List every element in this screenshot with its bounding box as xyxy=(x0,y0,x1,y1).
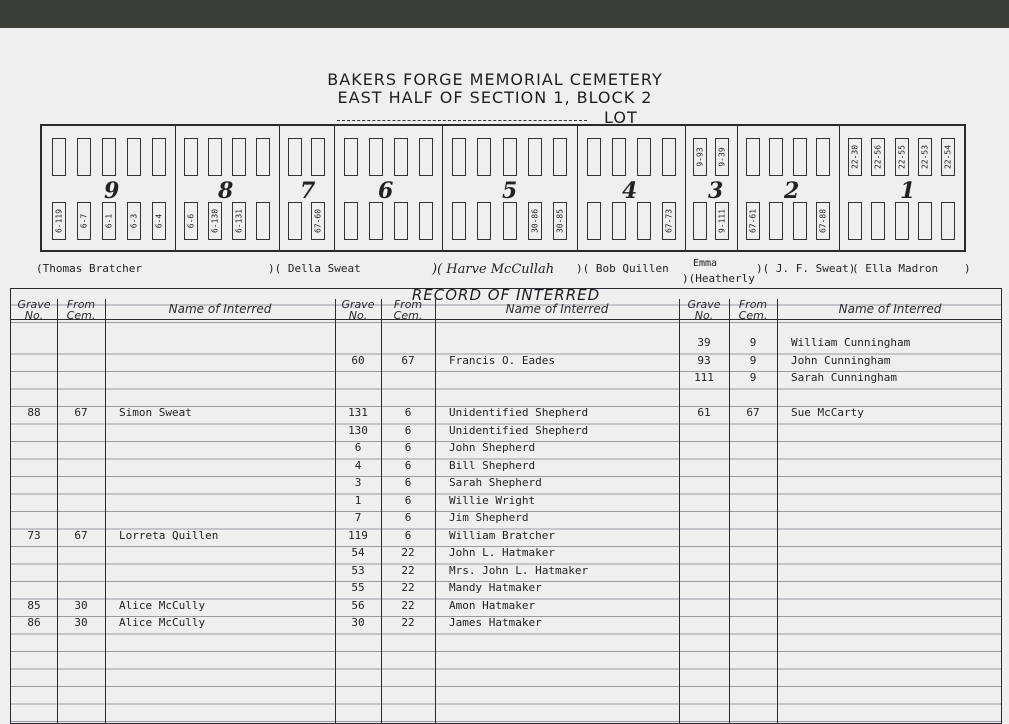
grave-label: 22-55 xyxy=(897,144,906,170)
grave-label: 30-86 xyxy=(530,208,540,234)
lot-owner: )(Heatherly xyxy=(682,272,755,285)
grave-number: 88 xyxy=(27,406,41,419)
lot-owner: ) xyxy=(964,262,971,275)
grave-plot xyxy=(477,202,491,240)
grave-plot xyxy=(503,138,517,176)
name-header: Name of Interred xyxy=(505,302,609,316)
grave-plot xyxy=(637,138,651,176)
lot-number: 1 xyxy=(900,178,916,204)
interred-name: William Bratcher xyxy=(449,528,555,542)
grave-label: 9-111 xyxy=(717,208,727,234)
grave-plot xyxy=(587,202,601,240)
grave-number: 130 xyxy=(348,423,368,437)
from-cem-header: From Cem. xyxy=(66,298,96,322)
interred-name: Unidentified Shepherd xyxy=(449,406,589,419)
from-cemetery: 6 xyxy=(404,493,412,507)
grave-plot xyxy=(77,202,91,240)
cemetery-title: BAKERS FORGE MEMORIAL CEMETERY xyxy=(327,70,663,89)
grave-no-header: Grave No. xyxy=(341,298,375,322)
interred-name: Jim Shepherd xyxy=(449,511,529,524)
lot-divider xyxy=(577,126,578,250)
grave-plot xyxy=(637,202,651,240)
name-header: Name of Interred xyxy=(168,302,272,316)
grave-plot xyxy=(941,138,955,176)
lot-divider xyxy=(279,126,280,250)
grave-plot xyxy=(612,138,626,176)
column-divider xyxy=(435,299,436,723)
lot-number: 9 xyxy=(104,178,120,204)
grave-plot xyxy=(871,138,885,176)
grave-plot xyxy=(394,138,408,176)
grave-number: 60 xyxy=(351,353,365,367)
grave-plot xyxy=(184,202,198,240)
grave-plot xyxy=(871,202,885,240)
from-cemetery: 6 xyxy=(404,406,412,419)
interred-name: Sarah Shepherd xyxy=(449,476,542,489)
grave-plot xyxy=(503,202,517,240)
from-cem-header: From Cem. xyxy=(393,298,423,322)
grave-number: 7 xyxy=(354,511,362,524)
from-cemetery: 67 xyxy=(401,353,415,367)
lot-divider xyxy=(839,126,840,250)
grave-label: 22-56 xyxy=(873,144,883,170)
grave-plot xyxy=(816,202,830,240)
grave-plot xyxy=(52,138,66,176)
name-header: Name of Interred xyxy=(838,302,942,316)
grave-plot xyxy=(184,138,198,176)
interred-name: Alice McCully xyxy=(119,616,206,629)
section-block-line: EAST HALF OF SECTION 1, BLOCK 2 xyxy=(337,88,653,107)
lot-map xyxy=(40,124,966,252)
grave-plot xyxy=(102,138,116,176)
grave-plot xyxy=(127,202,141,240)
from-cemetery: 22 xyxy=(401,598,415,612)
grave-label: 22-54 xyxy=(943,144,953,170)
grave-plot xyxy=(918,138,932,176)
interred-name: John Cunningham xyxy=(791,353,891,367)
grave-plot xyxy=(848,138,862,176)
lot-number: 6 xyxy=(378,178,394,204)
interred-name: Amon Hatmaker xyxy=(449,598,536,612)
from-cemetery: 22 xyxy=(401,563,415,577)
lot-divider xyxy=(175,126,176,250)
lot-owner: ( Ella Madron xyxy=(852,262,939,275)
from-cemetery: 6 xyxy=(404,423,412,437)
grave-plot xyxy=(77,138,91,176)
interred-name: Sue McCarty xyxy=(791,406,864,419)
from-cemetery: 6 xyxy=(404,441,412,454)
grave-number: 111 xyxy=(694,371,714,384)
from-cemetery: 67 xyxy=(74,528,88,542)
grave-number: 56 xyxy=(351,598,365,612)
interred-name: Bill Shepherd xyxy=(449,458,536,472)
grave-label: 9-39 xyxy=(717,147,727,167)
grave-plot xyxy=(208,138,222,176)
from-cemetery: 22 xyxy=(401,616,415,629)
grave-plot xyxy=(746,202,760,240)
grave-number: 85 xyxy=(27,598,41,612)
grave-plot xyxy=(693,202,707,240)
interred-name: Unidentified Shepherd xyxy=(449,423,589,437)
lot-owner: )( Bob Quillen xyxy=(576,262,669,275)
lot-number: 4 xyxy=(622,178,638,204)
lot-owner: (Thomas Bratcher xyxy=(36,262,142,275)
grave-label: 6-3 xyxy=(129,213,138,229)
grave-plot xyxy=(52,202,66,240)
interred-name: William Cunningham xyxy=(791,336,911,349)
grave-label: 6-7 xyxy=(79,213,88,229)
grave-plot xyxy=(232,138,246,176)
grave-plot xyxy=(793,138,807,176)
lot-owner: )( Della Sweat xyxy=(268,262,361,275)
from-cemetery: 22 xyxy=(401,581,415,594)
from-cem-header: From Cem. xyxy=(738,298,768,322)
interred-name: Mrs. John L. Hatmaker xyxy=(449,563,589,577)
grave-plot xyxy=(895,202,909,240)
grave-label: 30-85 xyxy=(555,208,565,234)
interred-name: Willie Wright xyxy=(449,493,536,507)
grave-plot xyxy=(452,202,466,240)
grave-plot xyxy=(769,138,783,176)
grave-plot xyxy=(344,202,358,240)
grave-plot xyxy=(848,202,862,240)
grave-number: 30 xyxy=(351,616,365,629)
lot-divider xyxy=(737,126,738,250)
from-cemetery: 30 xyxy=(74,616,88,629)
grave-plot xyxy=(152,202,166,240)
interred-name: Lorreta Quillen xyxy=(119,528,219,542)
grave-no-header: Grave No. xyxy=(17,298,51,322)
grave-plot xyxy=(311,202,325,240)
lot-divider xyxy=(685,126,686,250)
grave-label: 6-6 xyxy=(186,213,196,229)
lot-divider xyxy=(334,126,335,250)
from-cemetery: 30 xyxy=(74,598,88,612)
grave-plot xyxy=(288,138,302,176)
from-cemetery: 9 xyxy=(749,336,757,349)
from-cemetery: 6 xyxy=(404,476,412,489)
interred-name: John L. Hatmaker xyxy=(449,546,555,559)
grave-number: 54 xyxy=(351,546,365,559)
grave-plot xyxy=(452,138,466,176)
grave-number: 6 xyxy=(354,441,362,454)
grave-label: 67-73 xyxy=(664,208,673,234)
grave-number: 119 xyxy=(348,528,368,542)
grave-plot xyxy=(662,138,676,176)
grave-number: 39 xyxy=(697,336,711,349)
grave-plot xyxy=(715,138,729,176)
grave-label: 6-4 xyxy=(154,213,163,229)
from-cemetery: 67 xyxy=(746,406,760,419)
grave-number: 131 xyxy=(348,406,368,419)
grave-plot xyxy=(553,202,567,240)
from-cemetery: 67 xyxy=(74,406,88,419)
interred-name: Mandy Hatmaker xyxy=(449,581,542,594)
header-rule xyxy=(11,319,1001,320)
from-cemetery: 6 xyxy=(404,458,412,472)
lot-number: 7 xyxy=(300,178,316,204)
grave-plot xyxy=(256,202,270,240)
grave-plot xyxy=(895,138,909,176)
grave-plot xyxy=(662,202,676,240)
grave-plot xyxy=(208,202,222,240)
grave-label: 67-60 xyxy=(313,208,323,234)
from-cemetery: 6 xyxy=(404,528,412,542)
grave-plot xyxy=(715,202,729,240)
lot-label: LOT xyxy=(604,108,638,127)
grave-label: 22-30 xyxy=(850,144,860,170)
grave-number: 86 xyxy=(27,616,41,629)
grave-plot xyxy=(419,138,433,176)
grave-plot xyxy=(102,202,116,240)
grave-plot xyxy=(232,202,246,240)
lot-number: 2 xyxy=(784,178,800,204)
grave-label: 22-53 xyxy=(920,144,930,170)
interred-name: James Hatmaker xyxy=(449,616,542,629)
from-cemetery: 22 xyxy=(401,546,415,559)
grave-plot xyxy=(769,202,783,240)
grave-plot xyxy=(693,138,707,176)
grave-number: 1 xyxy=(354,493,362,507)
lot-divider xyxy=(442,126,443,250)
grave-label: 67-88 xyxy=(818,208,828,234)
from-cemetery: 6 xyxy=(404,511,412,524)
grave-plot xyxy=(528,202,542,240)
interred-name: Sarah Cunningham xyxy=(791,371,897,384)
grave-plot xyxy=(394,202,408,240)
lot-owner: )( J. F. Sweat) xyxy=(756,262,856,275)
grave-number: 53 xyxy=(351,563,365,577)
grave-plot xyxy=(477,138,491,176)
from-cemetery: 9 xyxy=(749,371,757,384)
grave-label: 67-61 xyxy=(748,208,758,234)
grave-plot xyxy=(344,138,358,176)
grave-plot xyxy=(553,138,567,176)
grave-plot xyxy=(152,138,166,176)
grave-label: 6-130 xyxy=(210,208,220,234)
grave-plot xyxy=(419,202,433,240)
grave-plot xyxy=(612,202,626,240)
grave-number: 55 xyxy=(351,581,365,594)
grave-plot xyxy=(918,202,932,240)
grave-plot xyxy=(941,202,955,240)
grave-plot xyxy=(127,138,141,176)
column-divider xyxy=(105,299,106,723)
grave-label: 6-119 xyxy=(54,208,63,234)
grave-plot xyxy=(816,138,830,176)
grave-plot xyxy=(369,202,383,240)
grave-plot xyxy=(746,138,760,176)
column-divider xyxy=(57,299,58,723)
record-title: RECORD OF INTERRED xyxy=(411,286,601,304)
grave-plot xyxy=(288,202,302,240)
lot-number: 3 xyxy=(708,178,724,204)
grave-plot xyxy=(256,138,270,176)
grave-plot xyxy=(793,202,807,240)
lot-owner: )( Harve McCullah xyxy=(432,262,555,277)
grave-number: 61 xyxy=(697,406,711,419)
from-cemetery: 9 xyxy=(749,353,757,367)
interred-name: Francis O. Eades xyxy=(449,353,555,367)
column-divider xyxy=(777,299,778,723)
lot-number: 8 xyxy=(218,178,234,204)
grave-number: 93 xyxy=(697,353,711,367)
record-of-interred-table xyxy=(10,288,1002,724)
grave-label: 6-131 xyxy=(234,208,244,234)
grave-number: 3 xyxy=(354,476,362,489)
grave-number: 73 xyxy=(27,528,41,542)
grave-plot xyxy=(369,138,383,176)
lot-owner-note: Emma xyxy=(693,258,718,269)
grave-no-header: Grave No. xyxy=(687,298,721,322)
grave-label: 9-93 xyxy=(695,147,705,167)
grave-number: 4 xyxy=(354,458,362,472)
interred-name: John Shepherd xyxy=(449,441,536,454)
lot-number: 5 xyxy=(502,178,518,204)
lot-blank-line xyxy=(337,120,587,121)
grave-plot xyxy=(528,138,542,176)
grave-label: 6-1 xyxy=(104,213,113,229)
interred-name: Simon Sweat xyxy=(119,406,192,419)
interred-name: Alice McCully xyxy=(119,598,206,612)
grave-plot xyxy=(587,138,601,176)
grave-plot xyxy=(311,138,325,176)
